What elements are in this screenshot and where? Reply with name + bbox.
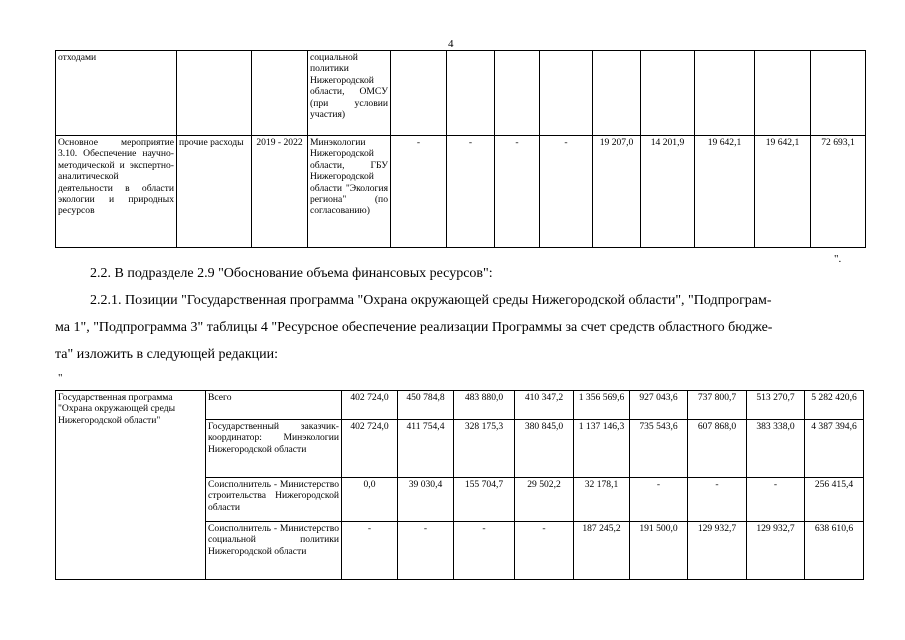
table-cell: Соисполнитель - Министерство социальной политики Нижегородской области xyxy=(206,522,342,580)
opening-quote: " xyxy=(58,372,63,384)
table-cell xyxy=(641,51,695,136)
resource-table-continued xyxy=(55,50,866,248)
table-cell: Основное мероприятие 3.10. Обеспечение научно-методической и экспертно-аналитической деятельности в области экологии и природных ресурсов xyxy=(56,136,177,248)
table-cell: 1 137 146,3 xyxy=(574,420,630,478)
table-cell: 411 754,4 xyxy=(398,420,454,478)
table-cell: Государственный заказчик-координатор: Минэкологии Нижегородской области xyxy=(206,420,342,478)
table-cell: Соисполнитель - Министерство строительства Нижегородской области xyxy=(206,478,342,522)
table-cell: 0,0 xyxy=(342,478,398,522)
table-cell: 14 201,9 xyxy=(641,136,695,248)
table-cell: 19 642,1 xyxy=(695,136,755,248)
closing-quote: ". xyxy=(834,253,842,265)
table-cell: - xyxy=(540,136,593,248)
table-cell: 187 245,2 xyxy=(574,522,630,580)
table-cell xyxy=(252,51,308,136)
table-cell: Всего xyxy=(206,391,342,420)
table-cell: 39 030,4 xyxy=(398,478,454,522)
table-cell: - xyxy=(342,522,398,580)
table-cell: 129 932,7 xyxy=(688,522,747,580)
paragraph: 2.2.1. Позиции "Государственная программа "Охрана окружающей среды Нижегородской области", "Подпрограм- xyxy=(90,293,772,308)
table-cell: - xyxy=(398,522,454,580)
table-cell xyxy=(177,51,252,136)
table-row xyxy=(56,51,866,136)
paragraph: 2.2. В подразделе 2.9 "Обоснование объема финансовых ресурсов": xyxy=(90,266,493,281)
table-cell: 256 415,4 xyxy=(805,478,864,522)
table-cell: 19 642,1 xyxy=(755,136,811,248)
table-cell: 735 543,6 xyxy=(630,420,688,478)
table-cell: - xyxy=(630,478,688,522)
table-cell: 483 880,0 xyxy=(454,391,515,420)
program-name-cell: Государственная программа "Охрана окружающей среды Нижегородской области" xyxy=(56,391,206,580)
table-cell: 2019 - 2022 xyxy=(252,136,308,248)
table-cell: 380 845,0 xyxy=(515,420,574,478)
table-cell xyxy=(695,51,755,136)
table-cell: 129 932,7 xyxy=(747,522,805,580)
table-cell: отходами xyxy=(56,51,177,136)
table-cell: 638 610,6 xyxy=(805,522,864,580)
table-cell: - xyxy=(495,136,540,248)
program-resource-table xyxy=(55,390,864,580)
table-cell: 4 387 394,6 xyxy=(805,420,864,478)
table-row xyxy=(56,136,866,248)
table-cell: 927 043,6 xyxy=(630,391,688,420)
paragraph: та" изложить в следующей редакции: xyxy=(55,347,278,362)
table-cell xyxy=(593,51,641,136)
table-cell: 450 784,8 xyxy=(398,391,454,420)
table-cell: Минэкологии Нижегородской области, ГБУ Нижегородской области "Экология региона" (по согласованию) xyxy=(308,136,391,248)
table-cell: 513 270,7 xyxy=(747,391,805,420)
table-cell xyxy=(495,51,540,136)
table-cell: 72 693,1 xyxy=(811,136,866,248)
table-cell: 607 868,0 xyxy=(688,420,747,478)
table-cell: 737 800,7 xyxy=(688,391,747,420)
table-cell: 328 175,3 xyxy=(454,420,515,478)
table-cell: 5 282 420,6 xyxy=(805,391,864,420)
table-cell: 19 207,0 xyxy=(593,136,641,248)
table-cell: 1 356 569,6 xyxy=(574,391,630,420)
table-cell: - xyxy=(391,136,447,248)
table-row xyxy=(56,391,864,420)
table-cell: 402 724,0 xyxy=(342,391,398,420)
table-cell: 383 338,0 xyxy=(747,420,805,478)
table-cell: прочие расходы xyxy=(177,136,252,248)
table-cell: 29 502,2 xyxy=(515,478,574,522)
table-cell: социальной политики Нижегородской области, ОМСУ (при условии участия) xyxy=(308,51,391,136)
table-cell: - xyxy=(515,522,574,580)
table-cell: - xyxy=(747,478,805,522)
table-cell: - xyxy=(447,136,495,248)
table-cell xyxy=(447,51,495,136)
table-cell: 410 347,2 xyxy=(515,391,574,420)
page-number: 4 xyxy=(448,38,454,50)
table-cell xyxy=(540,51,593,136)
table-cell: 191 500,0 xyxy=(630,522,688,580)
table-cell: - xyxy=(688,478,747,522)
table-cell: - xyxy=(454,522,515,580)
table-cell: 402 724,0 xyxy=(342,420,398,478)
table-cell xyxy=(391,51,447,136)
table-cell: 32 178,1 xyxy=(574,478,630,522)
table-cell: 155 704,7 xyxy=(454,478,515,522)
table-cell xyxy=(811,51,866,136)
table-cell xyxy=(755,51,811,136)
paragraph: ма 1", "Подпрограмма 3" таблицы 4 "Ресурсное обеспечение реализации Программы за счет средств областного бюдже- xyxy=(55,320,773,335)
